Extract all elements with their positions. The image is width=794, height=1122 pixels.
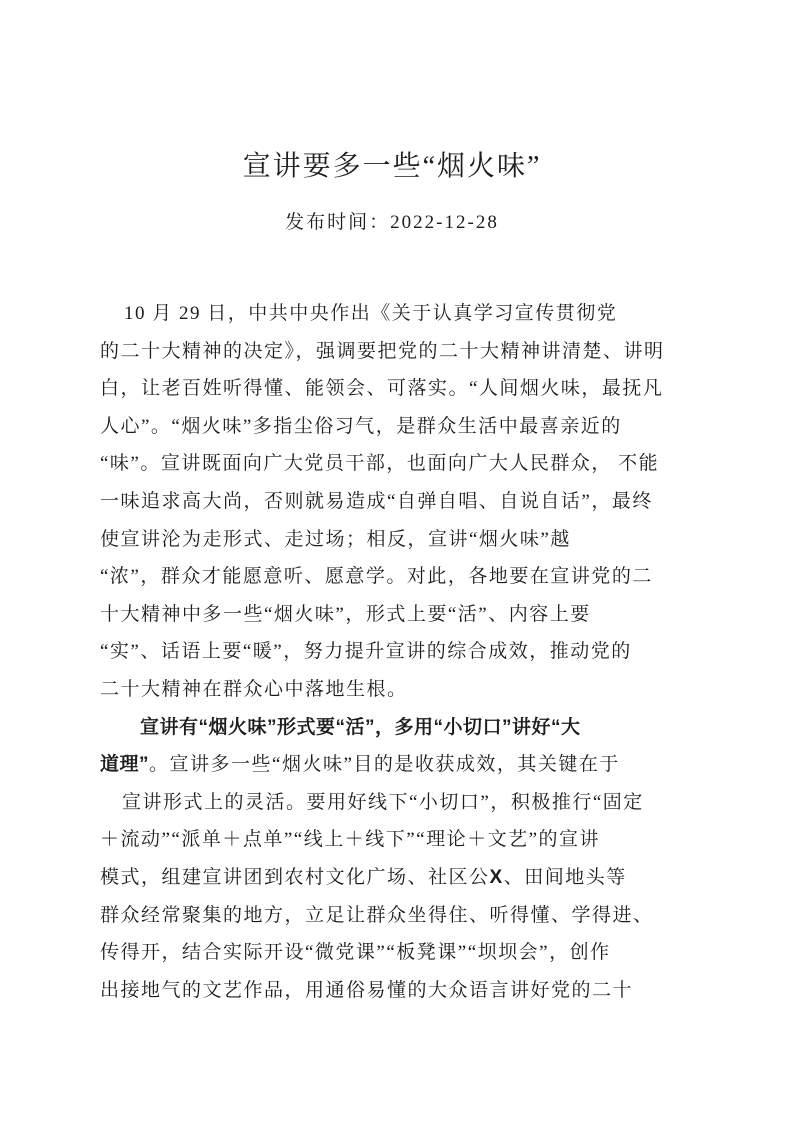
publish-date: 发布时间：2022-12-28 <box>285 212 499 233</box>
text-line <box>100 859 684 897</box>
text-line: 传得开，结合实际开设“微党课”“板凳课”“坝坝会”，创作 <box>100 942 611 964</box>
document-content <box>100 0 684 1009</box>
text-line: 人心”。“烟火味”多指尘俗习气，是群众生活中最喜亲近的 <box>100 415 622 437</box>
bold-heading-run: 道理” <box>100 754 150 776</box>
text-line: 一味追求高大尚，否则就易造成“自弹自唱、自说自话”，最终 <box>100 490 653 512</box>
redacted-x-run: X <box>489 866 504 888</box>
text-line: ＋流动”“派单＋点单”“线上＋线下”“理论＋文艺”的宣讲 <box>100 829 601 851</box>
text-line: “味”。宣讲既面向广大党员干部，也面向广大人民群众， 不能 <box>100 453 660 475</box>
text-line-bold-heading: 宣讲有“烟火味”形式要“活”，多用“小切口”讲好“大 <box>140 716 581 738</box>
text-line: 的二十大精神的决定》，强调要把党的二十大精神讲清楚、讲明 <box>100 340 665 362</box>
text-line: “浓”，群众才能愿意听、愿意学。对此，各地要在宣讲党的二 <box>100 566 653 588</box>
text-line: 出接地气的文艺作品，用通俗易懂的大众语言讲好党的二十 <box>100 979 634 1001</box>
text-line: 10 月 29 日，中共中央作出《关于认真学习宣传贯彻党 <box>124 303 618 324</box>
text-line <box>100 746 684 784</box>
text-run: 。宣讲多一些“烟火味”目的是收获成效，其关键在于 <box>149 754 620 776</box>
text-line: “实”、话语上要“暖”，努力提升宣讲的综合成效，推动党的 <box>100 641 632 663</box>
text-run: 模式，组建宣讲团到农村文化广场、社区公 <box>100 866 490 888</box>
text-line: 十大精神中多一些“烟火味”，形式上要“活”、内容上要 <box>100 603 591 625</box>
text-line: 白，让老百姓听得懂、能领会、可落实。“人间烟火味，最抚凡 <box>100 378 664 400</box>
document-title: 宣讲要多一些“烟火味” <box>242 151 542 182</box>
text-line: 宣讲形式上的灵活。要用好线下“小切口”，积极推行“固定 <box>122 791 644 813</box>
text-line: 使宣讲沦为走形式、走过场；相反，宣讲“烟火味”越 <box>100 528 571 550</box>
article-body <box>100 295 684 1009</box>
text-line: 群众经常聚集的地方，立足让群众坐得住、听得懂、学得进、 <box>100 904 654 926</box>
text-line: 二十大精神在群众心中落地生根。 <box>100 678 408 700</box>
text-run: 、田间地头等 <box>503 866 627 888</box>
